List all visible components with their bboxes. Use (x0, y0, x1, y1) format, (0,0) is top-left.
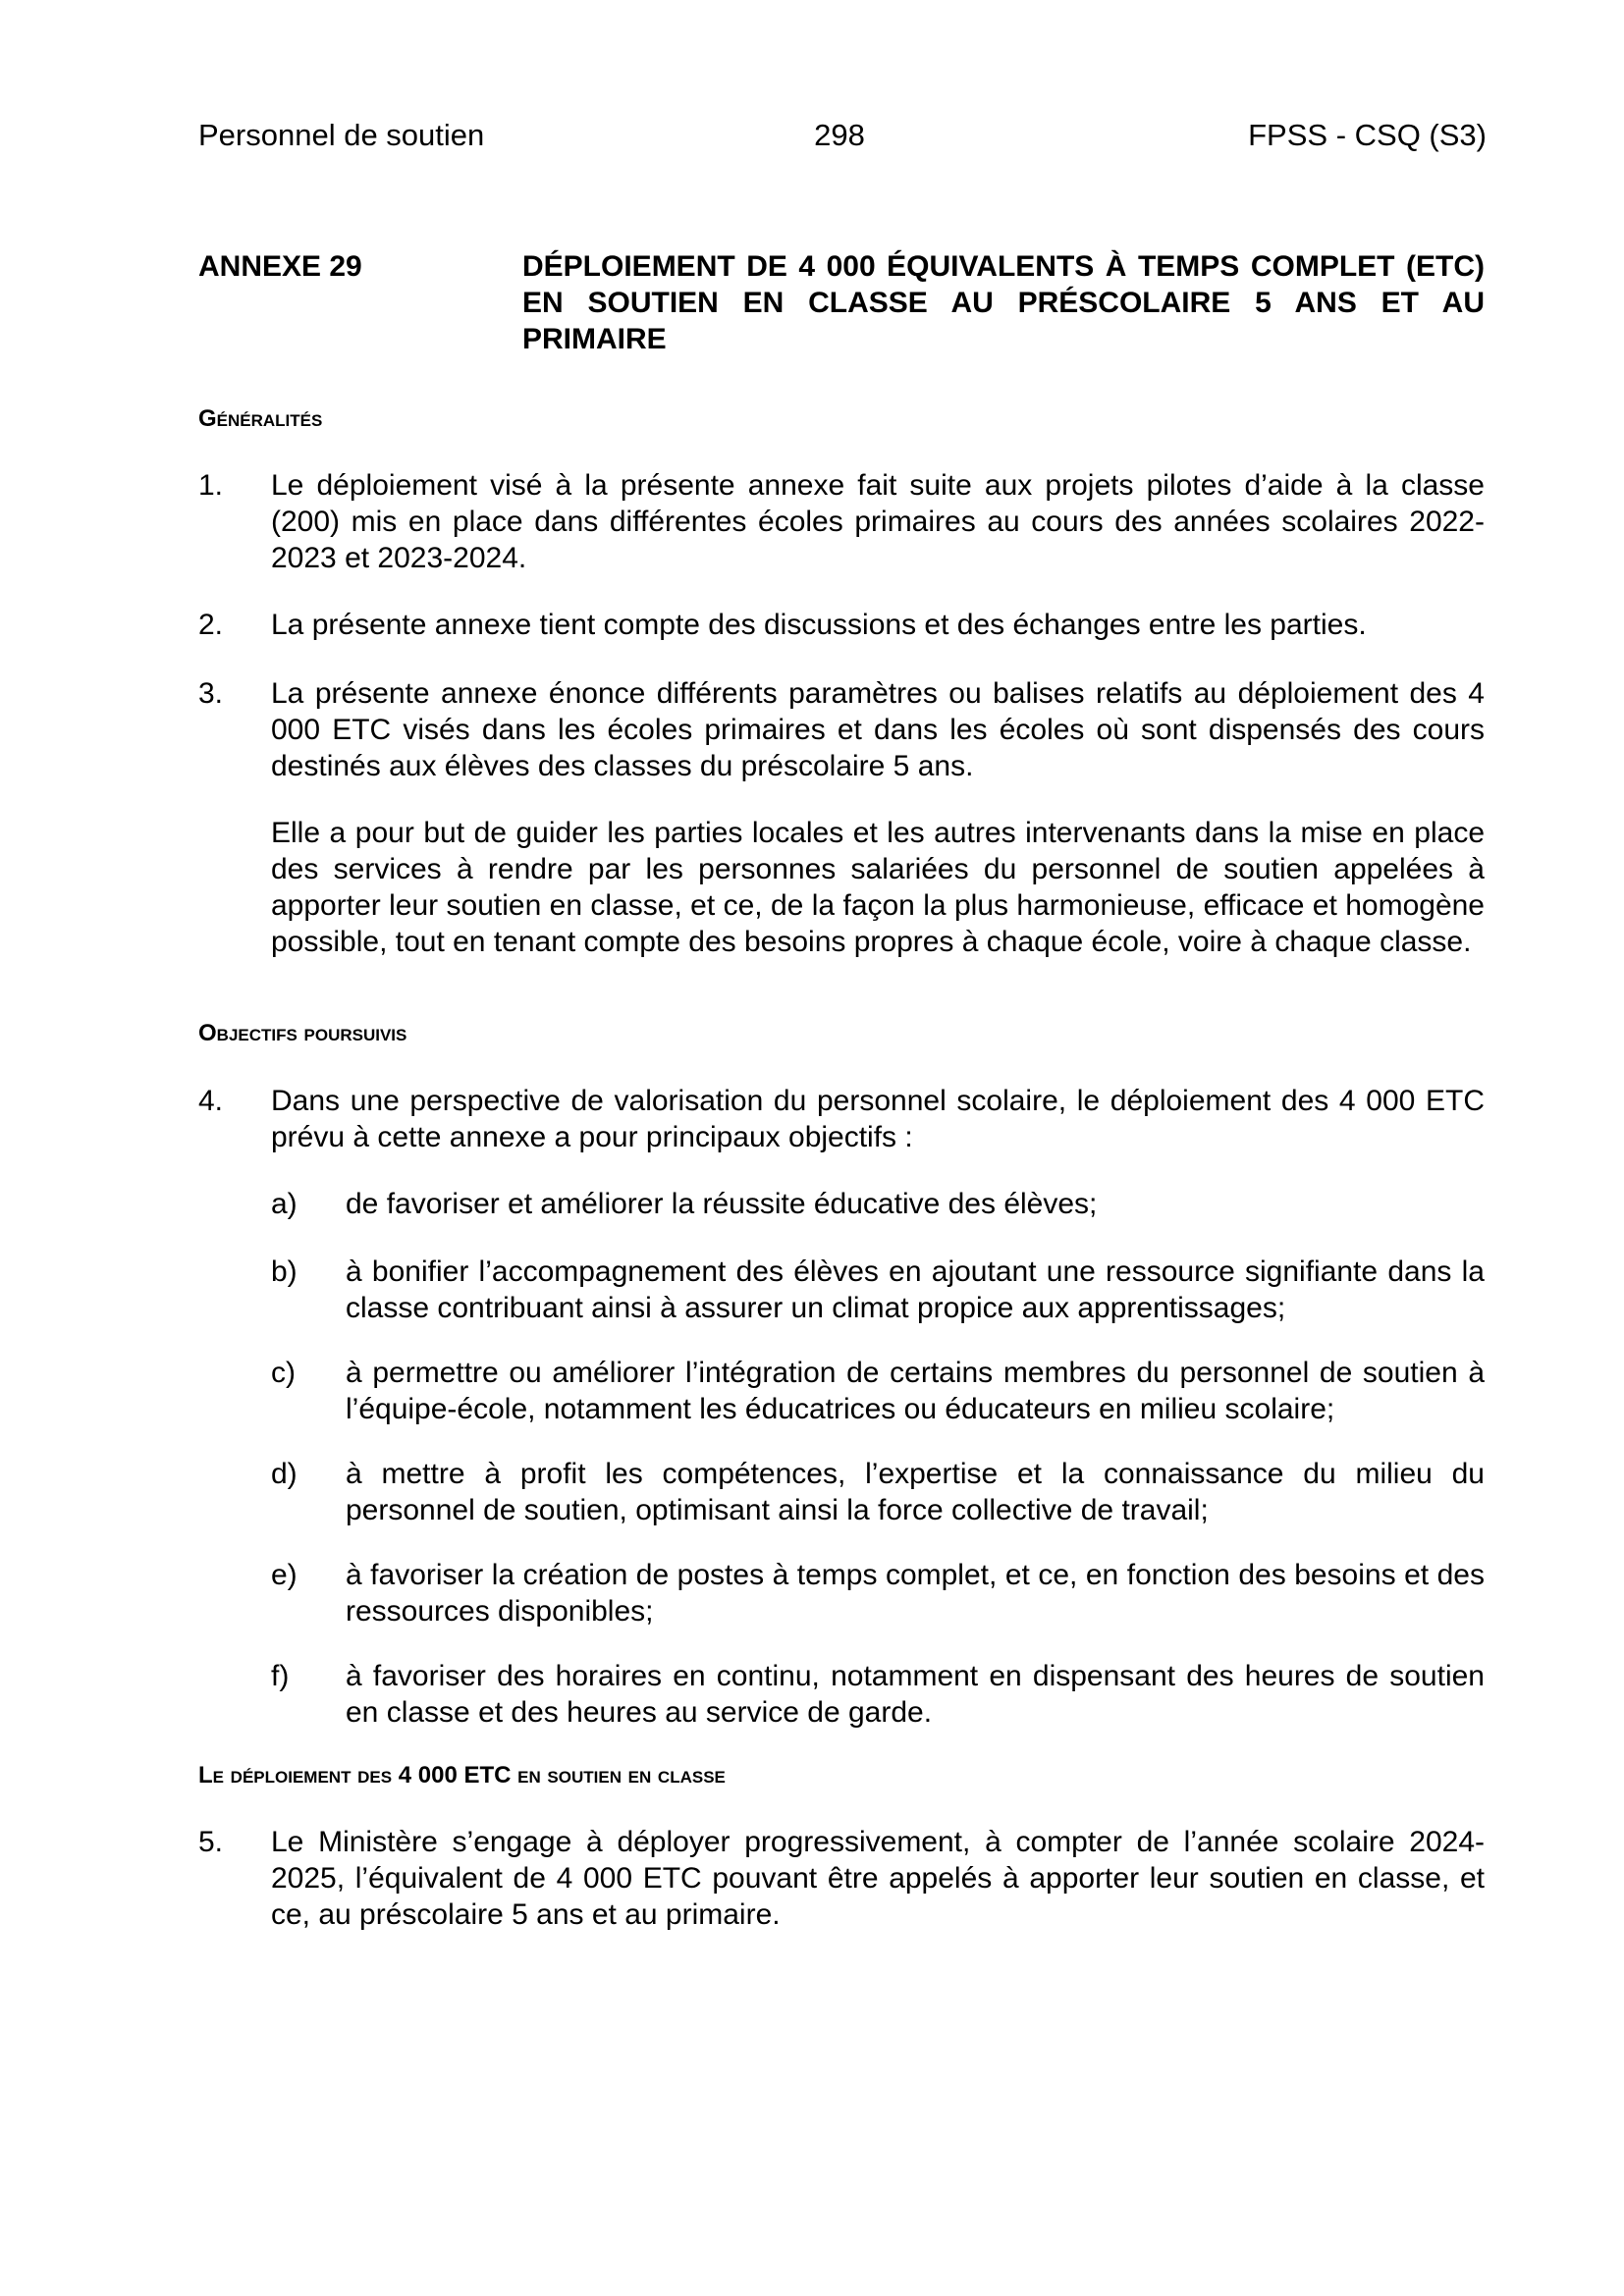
page-number: 298 (814, 118, 865, 152)
paragraph-number: 3. (198, 677, 224, 710)
objective-a (271, 1186, 1485, 1222)
paragraph-3 (198, 675, 1485, 784)
annexe-title: DÉPLOIEMENT DE 4 000 ÉQUIVALENTS À TEMPS COMPLET (ETC) EN SOUTIEN EN CLASSE AU PRÉSCOLAIRE 5 ANS ET AU PRIMAIRE (522, 250, 1485, 355)
paragraph-text: Elle a pour but de guider les parties locales et les autres intervenants dans la mise en place des services à rendre par les personnes salariées du personnel de soutien appelées à apporter leur soutien en classe, et ce, de la façon la plus harmonieuse, efficace et homogène possible, tout en tenant compte des besoins propres à chaque école, voire à chaque classe. (271, 817, 1485, 958)
paragraph-number: 4. (198, 1085, 224, 1117)
objective-letter: d) (271, 1458, 298, 1490)
paragraph-number: 2. (198, 609, 224, 641)
objective-text: à favoriser la création de postes à temps complet, et ce, en fonction des besoins et des ressources disponibles; (346, 1559, 1485, 1628)
paragraph-4 (198, 1083, 1485, 1155)
paragraph-text: Le Ministère s’engage à déployer progressivement, à compter de l’année scolaire 2024-2025, l’équivalent de 4 000 ETC pouvant être appelés à apporter leur soutien en classe, et ce, au préscolaire 5 ans et au primaire. (271, 1826, 1485, 1931)
objective-b (271, 1254, 1485, 1326)
section-heading-objectifs: Objectifs poursuivis (198, 1020, 407, 1046)
objective-letter: b) (271, 1255, 298, 1288)
objective-d (271, 1456, 1485, 1528)
objective-text: à permettre ou améliorer l’intégration de certains membres du personnel de soutien à l’équipe-école, notamment les éducatrices ou éducateurs en milieu scolaire; (346, 1357, 1485, 1425)
paragraph-number: 1. (198, 469, 224, 502)
objective-text: à favoriser des horaires en continu, notamment en dispensant des heures de soutien en classe et des heures au service de garde. (346, 1660, 1485, 1729)
header-right: FPSS - CSQ (S3) (1248, 118, 1487, 152)
objective-e (271, 1557, 1485, 1629)
objective-f (271, 1658, 1485, 1731)
objective-c (271, 1355, 1485, 1427)
header-left: Personnel de soutien (198, 118, 485, 152)
paragraph-2 (198, 607, 1485, 643)
paragraph-1 (198, 467, 1485, 576)
section-heading-generalites: Généralités (198, 405, 323, 432)
paragraph-5 (198, 1824, 1485, 1933)
section-heading-deploiement: Le déploiement des 4 000 ETC en soutien en classe (198, 1762, 726, 1789)
annexe-label: ANNEXE 29 (198, 250, 362, 283)
paragraph-3-continued (198, 815, 1485, 960)
paragraph-text: La présente annexe tient compte des discussions et des échanges entre les parties. (271, 609, 1367, 641)
objective-text: à bonifier l’accompagnement des élèves en ajoutant une ressource signifiante dans la classe contribuant ainsi à assurer un climat propice aux apprentissages; (346, 1255, 1485, 1324)
objective-text: à mettre à profit les compétences, l’expertise et la connaissance du milieu du personnel de soutien, optimisant ainsi la force collective de travail; (346, 1458, 1485, 1526)
paragraph-text: Le déploiement visé à la présente annexe fait suite aux projets pilotes d’aide à la classe (200) mis en place dans différentes écoles primaires au cours des années scolaires 2022-2023 et 2023-2024. (271, 469, 1485, 574)
paragraph-text: La présente annexe énonce différents paramètres ou balises relatifs au déploiement des 4 000 ETC visés dans les écoles primaires et dans les écoles où sont dispensés des cours destinés aux élèves des classes du préscolaire 5 ans. (271, 677, 1485, 782)
objective-text: de favoriser et améliorer la réussite éducative des élèves; (346, 1188, 1098, 1220)
objective-letter: e) (271, 1559, 298, 1591)
objective-letter: f) (271, 1660, 290, 1692)
paragraph-text: Dans une perspective de valorisation du personnel scolaire, le déploiement des 4 000 ETC prévu à cette annexe a pour principaux objectifs : (271, 1085, 1485, 1153)
objective-letter: c) (271, 1357, 296, 1389)
paragraph-number: 5. (198, 1826, 224, 1858)
objective-letter: a) (271, 1188, 298, 1220)
